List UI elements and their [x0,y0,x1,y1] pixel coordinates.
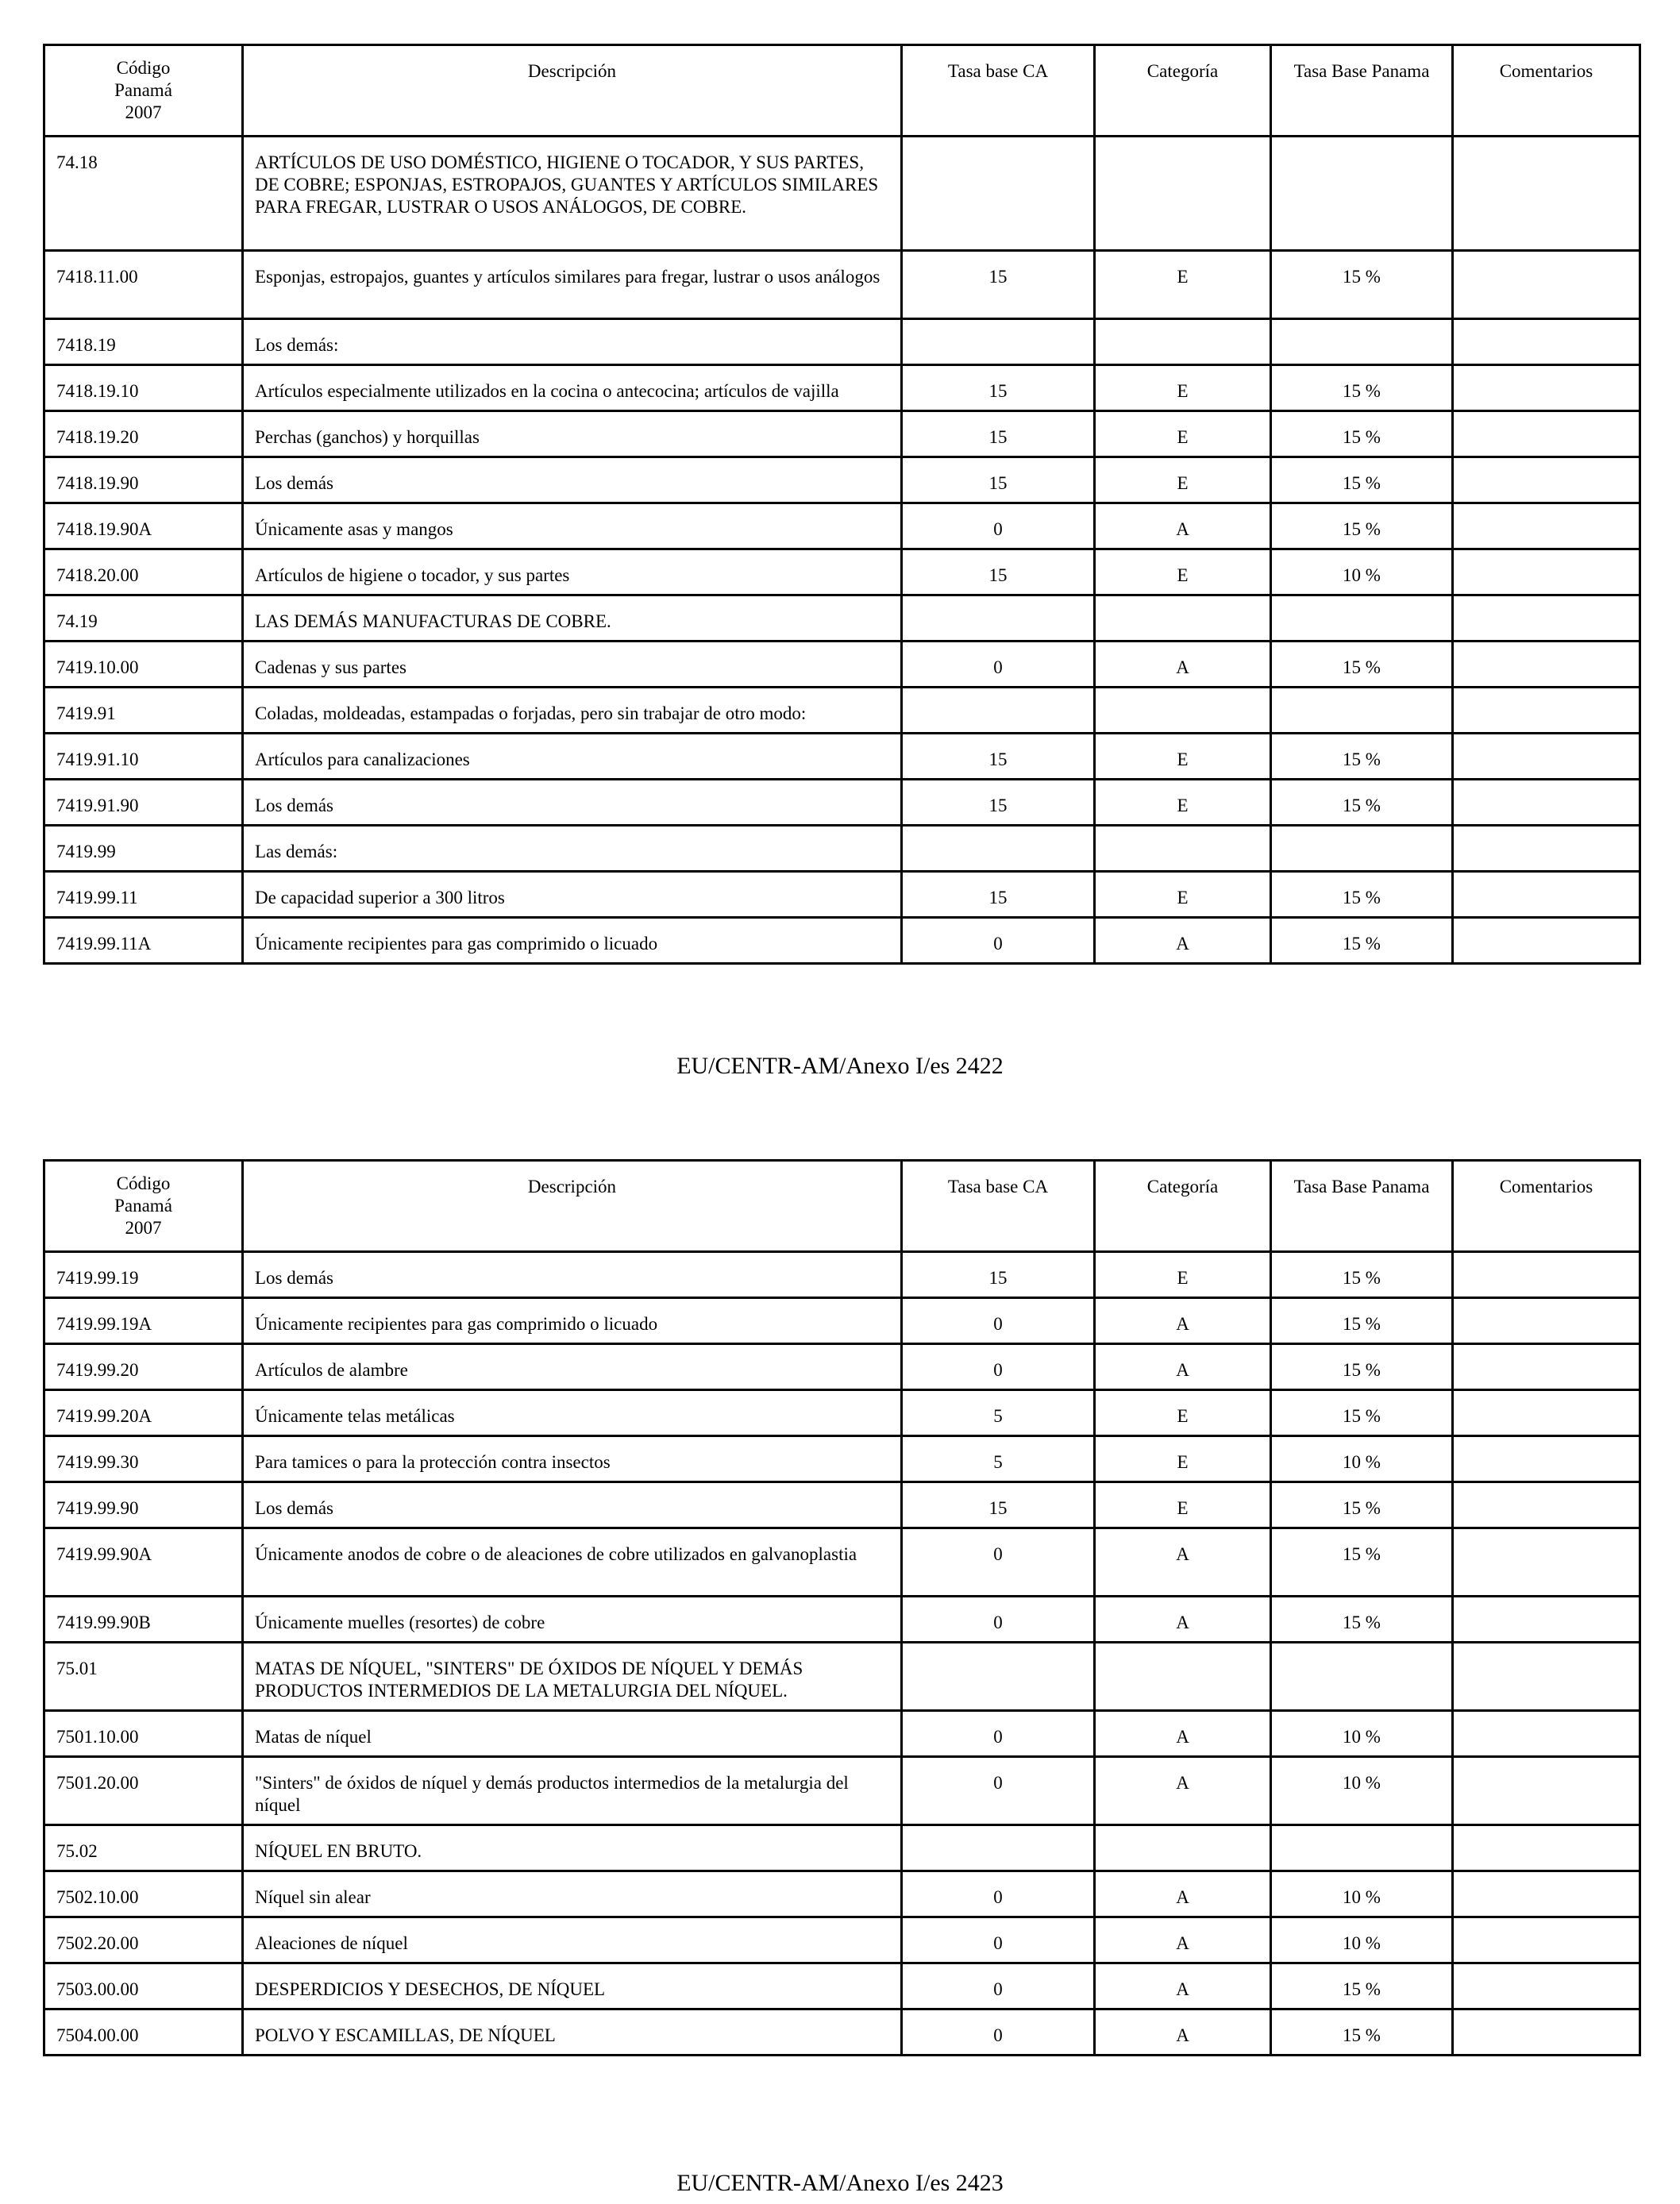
table-row [44,1298,1640,1344]
description-cell: Los demás [243,1482,902,1528]
comentarios-cell [1453,1344,1640,1390]
comentarios-cell [1453,872,1640,918]
table-header-row [44,1161,1640,1252]
tasa-base-panama-cell [1271,826,1453,872]
column-header-tasa-base-panama: Tasa Base Panama [1271,1161,1453,1252]
table-row [44,1871,1640,1917]
tasa-base-panama-cell: 15 % [1271,1528,1453,1597]
table-row [44,1643,1640,1711]
description-cell: Aleaciones de níquel [243,1917,902,1963]
column-header-code: Código Panamá 2007 [44,45,243,137]
code-cell: 74.19 [44,595,243,642]
description-cell: Artículos especialmente utilizados en la cocina o antecocina; artículos de vajilla [243,365,902,411]
tasa-base-ca-cell: 15 [902,549,1095,595]
tasa-base-panama-cell: 10 % [1271,1711,1453,1757]
tasa-base-ca-cell: 5 [902,1390,1095,1436]
description-cell: Níquel sin alear [243,1871,902,1917]
tasa-base-panama-cell: 15 % [1271,1390,1453,1436]
categoria-cell [1095,826,1271,872]
table-row [44,365,1640,411]
tasa-base-ca-cell: 0 [902,1711,1095,1757]
description-cell: NÍQUEL EN BRUTO. [243,1825,902,1871]
tasa-base-panama-cell: 15 % [1271,1482,1453,1528]
comentarios-cell [1453,1825,1640,1871]
categoria-cell: E [1095,1252,1271,1298]
table-row [44,1344,1640,1390]
comentarios-cell [1453,1757,1640,1825]
description-cell: Las demás: [243,826,902,872]
page-footer: EU/CENTR-AM/Anexo I/es 2422 [676,1053,1004,1079]
comentarios-cell [1453,1711,1640,1757]
table-row [44,2009,1640,2056]
tasa-base-ca-cell [902,688,1095,734]
table-row [44,1917,1640,1963]
categoria-cell: A [1095,1871,1271,1917]
table-row [44,1252,1640,1298]
comentarios-cell [1453,1643,1640,1711]
table-row [44,137,1640,251]
code-cell: 7419.99.11A [44,918,243,964]
description-cell: Perchas (ganchos) y horquillas [243,411,902,457]
table-row [44,872,1640,918]
categoria-cell [1095,1643,1271,1711]
categoria-cell: E [1095,1482,1271,1528]
categoria-cell: E [1095,780,1271,826]
tasa-base-ca-cell: 15 [902,251,1095,319]
table-row [44,457,1640,503]
categoria-cell: A [1095,2009,1271,2056]
page-footer: EU/CENTR-AM/Anexo I/es 2423 [676,2170,1004,2196]
tasa-base-ca-cell: 0 [902,1597,1095,1643]
tasa-base-ca-cell: 15 [902,734,1095,780]
description-cell: Esponjas, estropajos, guantes y artículos similares para fregar, lustrar o usos análogos [243,251,902,319]
code-cell: 7419.99.90A [44,1528,243,1597]
comentarios-cell [1453,2009,1640,2056]
table-row [44,642,1640,688]
tasa-base-panama-cell: 15 % [1271,1597,1453,1643]
tasa-base-panama-cell: 15 % [1271,2009,1453,2056]
tasa-base-panama-cell: 10 % [1271,1917,1453,1963]
categoria-cell: A [1095,503,1271,549]
comentarios-cell [1453,734,1640,780]
code-cell: 7419.99.19A [44,1298,243,1344]
tasa-base-panama-cell: 10 % [1271,1436,1453,1482]
code-cell: 7503.00.00 [44,1963,243,2009]
categoria-cell: A [1095,1298,1271,1344]
column-header-comentarios: Comentarios [1453,45,1640,137]
tasa-base-panama-cell [1271,595,1453,642]
categoria-cell [1095,319,1271,365]
tasa-base-ca-cell: 0 [902,503,1095,549]
tasa-base-panama-cell: 15 % [1271,1298,1453,1344]
categoria-cell: E [1095,549,1271,595]
description-cell: Coladas, moldeadas, estampadas o forjadas, pero sin trabajar de otro modo: [243,688,902,734]
column-header-comentarios: Comentarios [1453,1161,1640,1252]
tasa-base-ca-cell: 0 [902,1917,1095,1963]
table-row [44,1963,1640,2009]
description-cell: Únicamente asas y mangos [243,503,902,549]
tasa-base-panama-cell: 15 % [1271,780,1453,826]
code-cell: 7501.10.00 [44,1711,243,1757]
categoria-cell: E [1095,734,1271,780]
table-row [44,780,1640,826]
code-cell: 7419.99.30 [44,1436,243,1482]
table-row [44,549,1640,595]
table-row [44,503,1640,549]
categoria-cell [1095,137,1271,251]
description-cell: De capacidad superior a 300 litros [243,872,902,918]
tasa-base-ca-cell: 15 [902,411,1095,457]
description-cell: DESPERDICIOS Y DESECHOS, DE NÍQUEL [243,1963,902,2009]
comentarios-cell [1453,780,1640,826]
comentarios-cell [1453,365,1640,411]
table-row [44,826,1640,872]
tasa-base-panama-cell: 15 % [1271,1963,1453,2009]
column-header-code: Código Panamá 2007 [44,1161,243,1252]
tasa-base-ca-cell: 0 [902,1344,1095,1390]
comentarios-cell [1453,1597,1640,1643]
code-cell: 7419.91.90 [44,780,243,826]
description-cell: Matas de níquel [243,1711,902,1757]
tasa-base-panama-cell: 15 % [1271,642,1453,688]
tasa-base-ca-cell: 0 [902,1963,1095,2009]
tasa-base-ca-cell [902,826,1095,872]
categoria-cell [1095,688,1271,734]
categoria-cell: A [1095,642,1271,688]
comentarios-cell [1453,503,1640,549]
comentarios-cell [1453,1917,1640,1963]
code-cell: 7419.99 [44,826,243,872]
comentarios-cell [1453,549,1640,595]
tasa-base-panama-cell: 15 % [1271,872,1453,918]
categoria-cell [1095,595,1271,642]
table-row [44,734,1640,780]
description-cell: Para tamices o para la protección contra insectos [243,1436,902,1482]
table-row [44,1528,1640,1597]
description-cell: Cadenas y sus partes [243,642,902,688]
tasa-base-ca-cell [902,595,1095,642]
tasa-base-panama-cell: 15 % [1271,251,1453,319]
comentarios-cell [1453,319,1640,365]
description-cell: Únicamente recipientes para gas comprimido o licuado [243,1298,902,1344]
column-header-tasa-base-ca: Tasa base CA [902,1161,1095,1252]
categoria-cell [1095,1825,1271,1871]
code-cell: 7418.19 [44,319,243,365]
table-row [44,1482,1640,1528]
comentarios-cell [1453,1963,1640,2009]
code-cell: 7418.20.00 [44,549,243,595]
code-cell: 7419.99.19 [44,1252,243,1298]
tasa-base-ca-cell: 0 [902,1298,1095,1344]
description-cell: Únicamente anodos de cobre o de aleaciones de cobre utilizados en galvanoplastia [243,1528,902,1597]
code-cell: 7501.20.00 [44,1757,243,1825]
column-header-description: Descripción [243,45,902,137]
tasa-base-panama-cell [1271,319,1453,365]
comentarios-cell [1453,1871,1640,1917]
tasa-base-ca-cell: 15 [902,872,1095,918]
description-cell: Artículos para canalizaciones [243,734,902,780]
comentarios-cell [1453,642,1640,688]
code-cell: 7419.99.11 [44,872,243,918]
table-row [44,1711,1640,1757]
categoria-cell: E [1095,251,1271,319]
tasa-base-panama-cell: 10 % [1271,1757,1453,1825]
tasa-base-ca-cell: 5 [902,1436,1095,1482]
tasa-base-panama-cell: 15 % [1271,1344,1453,1390]
description-cell: MATAS DE NÍQUEL, "SINTERS" DE ÓXIDOS DE NÍQUEL Y DEMÁS PRODUCTOS INTERMEDIOS DE LA METALURGIA DEL NÍQUEL. [243,1643,902,1711]
tasa-base-ca-cell [902,1643,1095,1711]
code-cell: 75.01 [44,1643,243,1711]
tasa-base-ca-cell [902,1825,1095,1871]
description-cell: ARTÍCULOS DE USO DOMÉSTICO, HIGIENE O TOCADOR, Y SUS PARTES, DE COBRE; ESPONJAS, ESTROPAJOS, GUANTES Y ARTÍCULOS SIMILARES PARA FREGAR, LUSTRAR O USOS ANÁLOGOS, DE COBRE. [243,137,902,251]
column-header-categoria: Categoría [1095,1161,1271,1252]
comentarios-cell [1453,1482,1640,1528]
tasa-base-ca-cell: 0 [902,918,1095,964]
column-header-tasa-base-panama: Tasa Base Panama [1271,45,1453,137]
tasa-base-ca-cell: 15 [902,1252,1095,1298]
table-row [44,1436,1640,1482]
code-cell: 7418.19.90 [44,457,243,503]
tasa-base-ca-cell [902,137,1095,251]
tasa-base-panama-cell: 15 % [1271,365,1453,411]
tasa-base-panama-cell: 15 % [1271,457,1453,503]
tasa-base-ca-cell: 0 [902,1528,1095,1597]
tasa-base-ca-cell: 0 [902,2009,1095,2056]
column-header-categoria: Categoría [1095,45,1271,137]
tasa-base-panama-cell [1271,688,1453,734]
description-cell: LAS DEMÁS MANUFACTURAS DE COBRE. [243,595,902,642]
categoria-cell: E [1095,411,1271,457]
categoria-cell: A [1095,1344,1271,1390]
table-row [44,595,1640,642]
code-cell: 7418.11.00 [44,251,243,319]
tasa-base-ca-cell [902,319,1095,365]
table-row [44,688,1640,734]
table-row [44,1390,1640,1436]
code-cell: 7419.99.20A [44,1390,243,1436]
code-cell: 7418.19.90A [44,503,243,549]
tasa-base-ca-cell: 0 [902,1757,1095,1825]
tariff-table-page-2423 [43,1159,1641,2056]
tasa-base-panama-cell: 15 % [1271,411,1453,457]
description-cell: Artículos de alambre [243,1344,902,1390]
table-header-row [44,45,1640,137]
description-cell: Los demás [243,780,902,826]
tasa-base-panama-cell: 10 % [1271,549,1453,595]
description-cell: Únicamente muelles (resortes) de cobre [243,1597,902,1643]
tasa-base-panama-cell: 15 % [1271,503,1453,549]
code-cell: 7502.20.00 [44,1917,243,1963]
table-row [44,251,1640,319]
categoria-cell: E [1095,1390,1271,1436]
comentarios-cell [1453,1252,1640,1298]
description-cell: Los demás [243,1252,902,1298]
tasa-base-panama-cell [1271,1643,1453,1711]
categoria-cell: A [1095,1528,1271,1597]
code-cell: 75.02 [44,1825,243,1871]
categoria-cell: E [1095,365,1271,411]
tasa-base-panama-cell [1271,137,1453,251]
comentarios-cell [1453,1436,1640,1482]
description-cell: POLVO Y ESCAMILLAS, DE NÍQUEL [243,2009,902,2056]
tasa-base-ca-cell: 15 [902,457,1095,503]
comentarios-cell [1453,1390,1640,1436]
categoria-cell: E [1095,1436,1271,1482]
description-cell: "Sinters" de óxidos de níquel y demás productos intermedios de la metalurgia del níquel [243,1757,902,1825]
code-cell: 7419.99.90B [44,1597,243,1643]
comentarios-cell [1453,251,1640,319]
categoria-cell: A [1095,1597,1271,1643]
code-cell: 7418.19.10 [44,365,243,411]
tasa-base-ca-cell: 15 [902,780,1095,826]
column-header-description: Descripción [243,1161,902,1252]
comentarios-cell [1453,457,1640,503]
description-cell: Artículos de higiene o tocador, y sus partes [243,549,902,595]
comentarios-cell [1453,1528,1640,1597]
tasa-base-ca-cell: 15 [902,365,1095,411]
description-cell: Los demás: [243,319,902,365]
tariff-table-page-2422 [43,44,1641,965]
description-cell: Únicamente recipientes para gas comprimido o licuado [243,918,902,964]
description-cell: Los demás [243,457,902,503]
column-header-tasa-base-ca: Tasa base CA [902,45,1095,137]
table-row [44,1597,1640,1643]
tasa-base-ca-cell: 0 [902,1871,1095,1917]
table-row [44,918,1640,964]
comentarios-cell [1453,918,1640,964]
code-cell: 7419.99.20 [44,1344,243,1390]
description-cell: Únicamente telas metálicas [243,1390,902,1436]
categoria-cell: A [1095,1917,1271,1963]
categoria-cell: E [1095,457,1271,503]
comentarios-cell [1453,137,1640,251]
tasa-base-panama-cell: 15 % [1271,734,1453,780]
code-cell: 7419.91.10 [44,734,243,780]
comentarios-cell [1453,411,1640,457]
code-cell: 7419.99.90 [44,1482,243,1528]
comentarios-cell [1453,826,1640,872]
categoria-cell: E [1095,872,1271,918]
comentarios-cell [1453,688,1640,734]
code-cell: 7502.10.00 [44,1871,243,1917]
categoria-cell: A [1095,1963,1271,2009]
tasa-base-panama-cell: 10 % [1271,1871,1453,1917]
categoria-cell: A [1095,1711,1271,1757]
code-cell: 7419.10.00 [44,642,243,688]
table-row [44,411,1640,457]
tasa-base-panama-cell [1271,1825,1453,1871]
table-row [44,1825,1640,1871]
tasa-base-panama-cell: 15 % [1271,918,1453,964]
code-cell: 74.18 [44,137,243,251]
tasa-base-ca-cell: 0 [902,642,1095,688]
code-cell: 7504.00.00 [44,2009,243,2056]
tasa-base-ca-cell: 15 [902,1482,1095,1528]
categoria-cell: A [1095,1757,1271,1825]
table-row [44,319,1640,365]
tasa-base-panama-cell: 15 % [1271,1252,1453,1298]
categoria-cell: A [1095,918,1271,964]
comentarios-cell [1453,595,1640,642]
code-cell: 7419.91 [44,688,243,734]
table-row [44,1757,1640,1825]
comentarios-cell [1453,1298,1640,1344]
code-cell: 7418.19.20 [44,411,243,457]
